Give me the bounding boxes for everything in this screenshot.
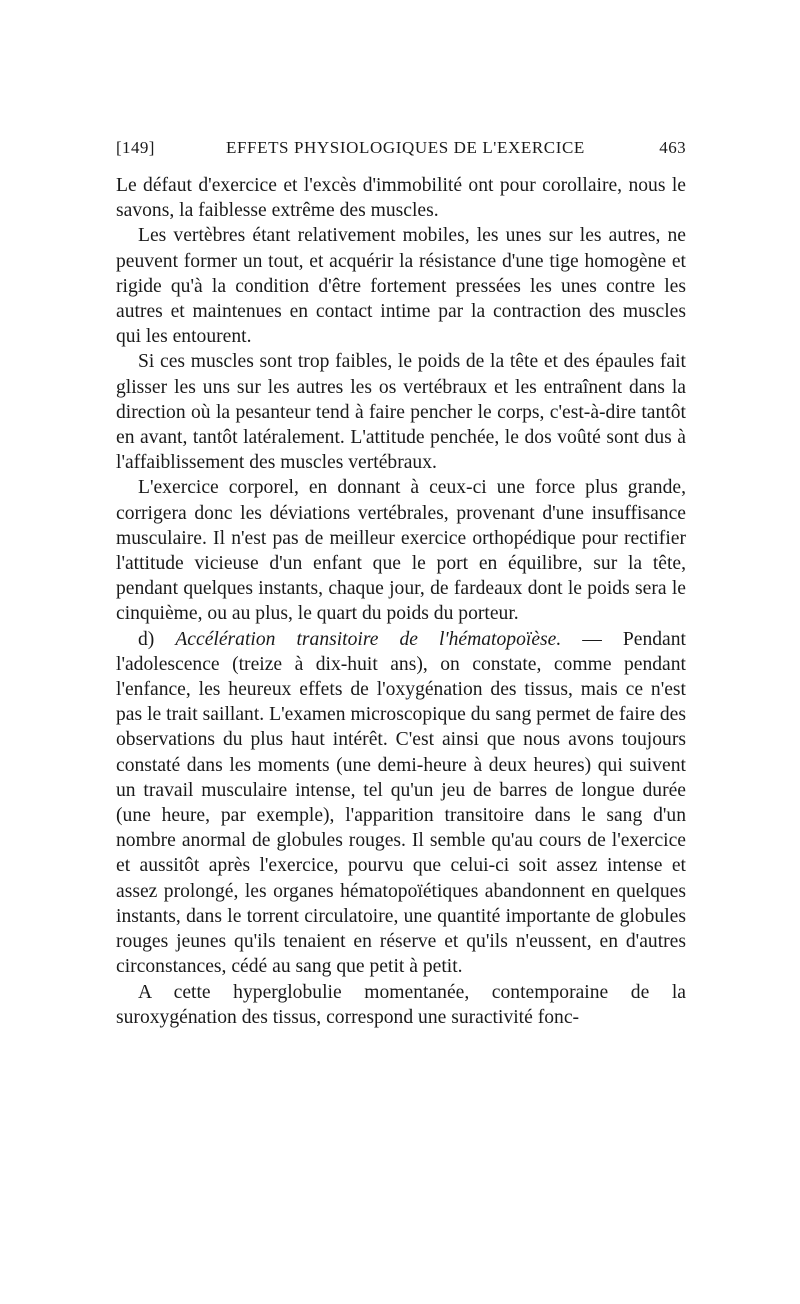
- body-text: [116, 173, 686, 1030]
- section-d-text: — Pendant l'adolescence (treize à dix-huit ans), on constate, comme pendant l'enfance, les heureux effets de l'oxygénation des tissus, mais ce n'est pas le trait saillant. L'examen microscopique du sang permet de faire des observations du plus haut intérêt. C'est ainsi que nous avons toujours constaté dans les moments (une demi-heure à deux heures) qui suivent un travail musculaire intense, tel qu'un jeu de barres de longue durée (une heure, par exemple), l'apparition transitoire dans le sang d'un nombre anormal de globules rouges. Il semble qu'au cours de l'exercice et aussitôt après l'exercice, pourvu que celui-ci soit assez intense et assez prolongé, les organes hématopoïétiques abandonnent en quelques instants, dans le torrent circulatoire, une quantité importante de globules rouges jeunes qu'ils tenaient en réserve et qu'ils n'eussent, en d'autres circonstances, cédé au sang que petit à petit.: [116, 628, 686, 978]
- paragraph-section-d: [116, 627, 686, 980]
- running-head: [116, 138, 686, 162]
- paragraph-hyperglobulie: A cette hyperglobulie momentanée, contemporaine de la suroxygénation des tissus, correspond une suractivité fonc-: [116, 981, 686, 1028]
- book-page: [116, 138, 686, 1030]
- paragraph-vertebres: Les vertèbres étant relativement mobiles, les unes sur les autres, ne peuvent former un tout, et acquérir la résistance d'une tige homogène et rigide qu'à la condition d'être fortement pressées les unes contre les autres et maintenues en contact intime par la contraction des muscles qui les entourent.: [116, 225, 686, 348]
- section-number: [149]: [116, 138, 155, 157]
- paragraph-exercice-corporel: L'exercice corporel, en donnant à ceux-ci une force plus grande, corrigera donc les déviations vertébrales, provenant d'une insuffisance musculaire. Il n'est pas de meilleur exercice orthopédique pour rectifier l'attitude vicieuse d'un enfant que le port en équilibre, sur la tête, pendant quelques instants, chaque jour, de fardeaux dont le poids sera le cinquième, ou au plus, le quart du poids du porteur.: [116, 477, 686, 625]
- section-d-heading: Accélération transitoire de l'hématopoïèse.: [175, 628, 562, 650]
- running-title: EFFETS PHYSIOLOGIQUES DE L'EXERCICE: [226, 138, 585, 157]
- page-number: 463: [659, 138, 686, 157]
- paragraph-corollaire: Le défaut d'exercice et l'excès d'immobilité ont pour corollaire, nous le savons, la faiblesse extrême des muscles.: [116, 175, 686, 222]
- paragraph-muscles-faibles: Si ces muscles sont trop faibles, le poids de la tête et des épaules fait glisser les uns sur les autres les os vertébraux et les entraînent dans la direction où la pesanteur tend à faire pencher le corps, c'est-à-dire tantôt en avant, tantôt latéralement. L'attitude penchée, le dos voûté sont dus à l'affaiblissement des muscles vertébraux.: [116, 351, 686, 474]
- section-d-label: d): [138, 628, 155, 650]
